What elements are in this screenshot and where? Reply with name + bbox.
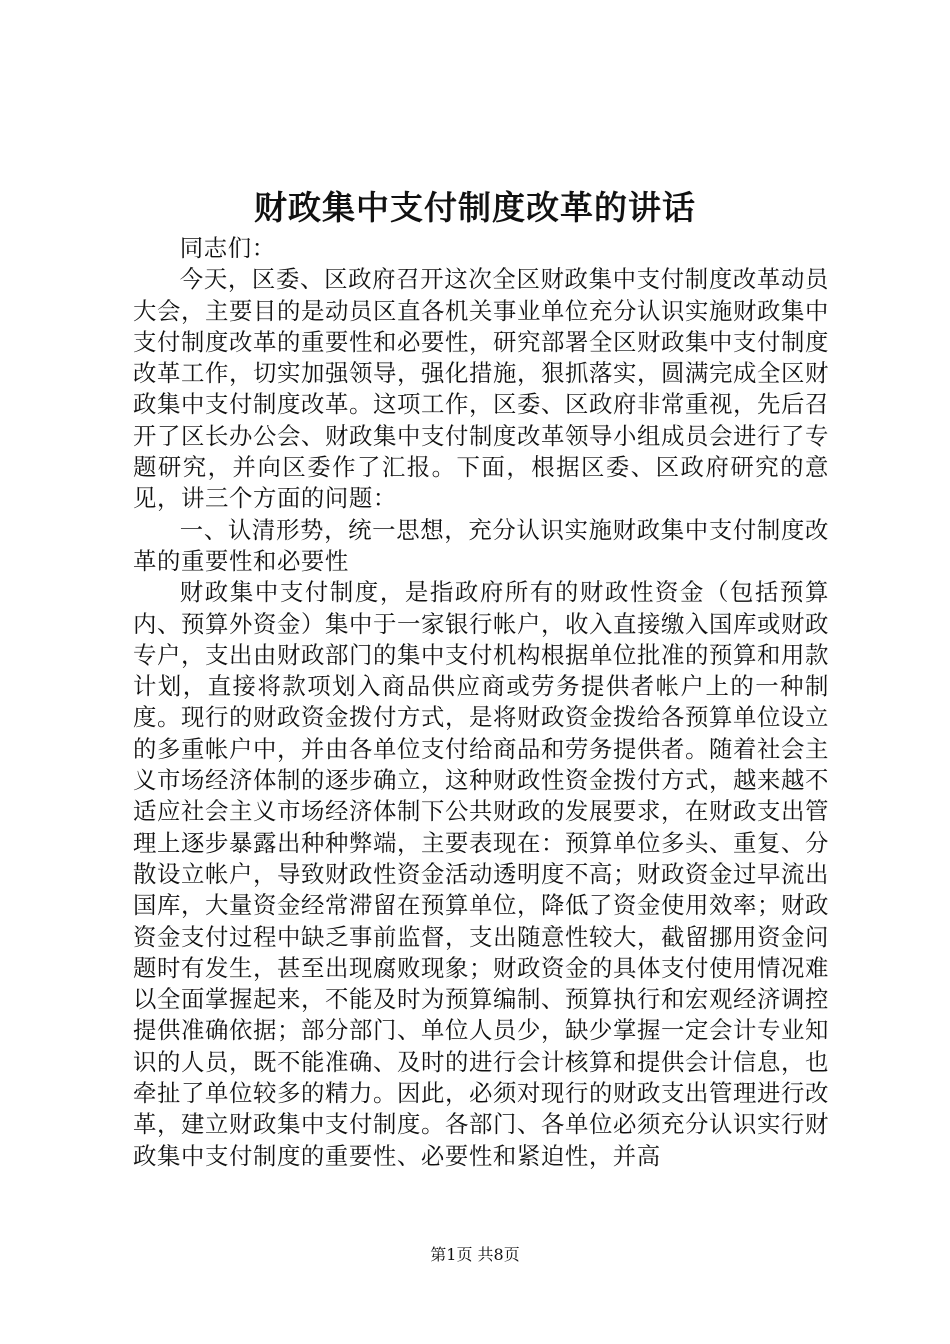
document-body bbox=[133, 233, 829, 1172]
salutation-paragraph: 同志们： bbox=[179, 234, 276, 262]
body-paragraph: 财政集中支付制度，是指政府所有的财政性资金（包括预算内、预算外资金）集中于一家银行帐户，收入直接缴入国库或财政专户，支出由财政部门的集中支付机构根据单位批准的预算和用款计划，直接将款项划入商品供应商或劳务提供者帐户上的一种制度。现行的财政资金拨付方式，是将财政资金拨给各预算单位设立的多重帐户中，并由各单位支付给商品和劳务提供者。随着社会主义市场经济体制的逐步确立，这种财政性资金拨付方式，越来越不适应社会主义市场经济体制下公共财政的发展要求，在财政支出管理上逐步暴露出种种弊端，主要表现在：预算单位多头、重复、分散设立帐户，导致财政性资金活动透明度不高；财政资金过早流出国库，大量资金经常滞留在预算单位，降低了资金使用效率；财政资金支付过程中缺乏事前监督，支出随意性较大，截留挪用资金问题时有发生，甚至出现腐败现象；财政资金的具体支付使用情况难以全面掌握起来，不能及时为预算编制、预算执行和宏观经济调控提供准确依据；部分部门、单位人员少，缺少掌握一定会计专业知识的人员，既不能准确、及时的进行会计核算和提供会计信息，也牵扯了单位较多的精力。因此，必须对现行的财政支出管理进行改革，建立财政集中支付制度。各部门、各单位必须充分认识实行财政集中支付制度的重要性、必要性和紧迫性，并高 bbox=[133, 578, 829, 1170]
intro-paragraph: 今天，区委、区政府召开这次全区财政集中支付制度改革动员大会，主要目的是动员区直各机关事业单位充分认识实施财政集中支付制度改革的重要性和必要性，研究部署全区财政集中支付制度改革工作，切实加强领导，强化措施，狠抓落实，圆满完成全区财政集中支付制度改革。这项工作，区委、区政府非常重视，先后召开了区长办公会、财政集中支付制度改革领导小组成员会进行了专题研究，并向区委作了汇报。下面，根据区委、区政府研究的意见，讲三个方面的问题： bbox=[133, 265, 829, 513]
section-heading-1: 一、认清形势，统一思想，充分认识实施财政集中支付制度改革的重要性和必要性 bbox=[133, 515, 829, 575]
page-number-footer: 第1页 共8页 bbox=[430, 1245, 520, 1264]
document-title: 财政集中支付制度改革的讲话 bbox=[254, 188, 696, 227]
